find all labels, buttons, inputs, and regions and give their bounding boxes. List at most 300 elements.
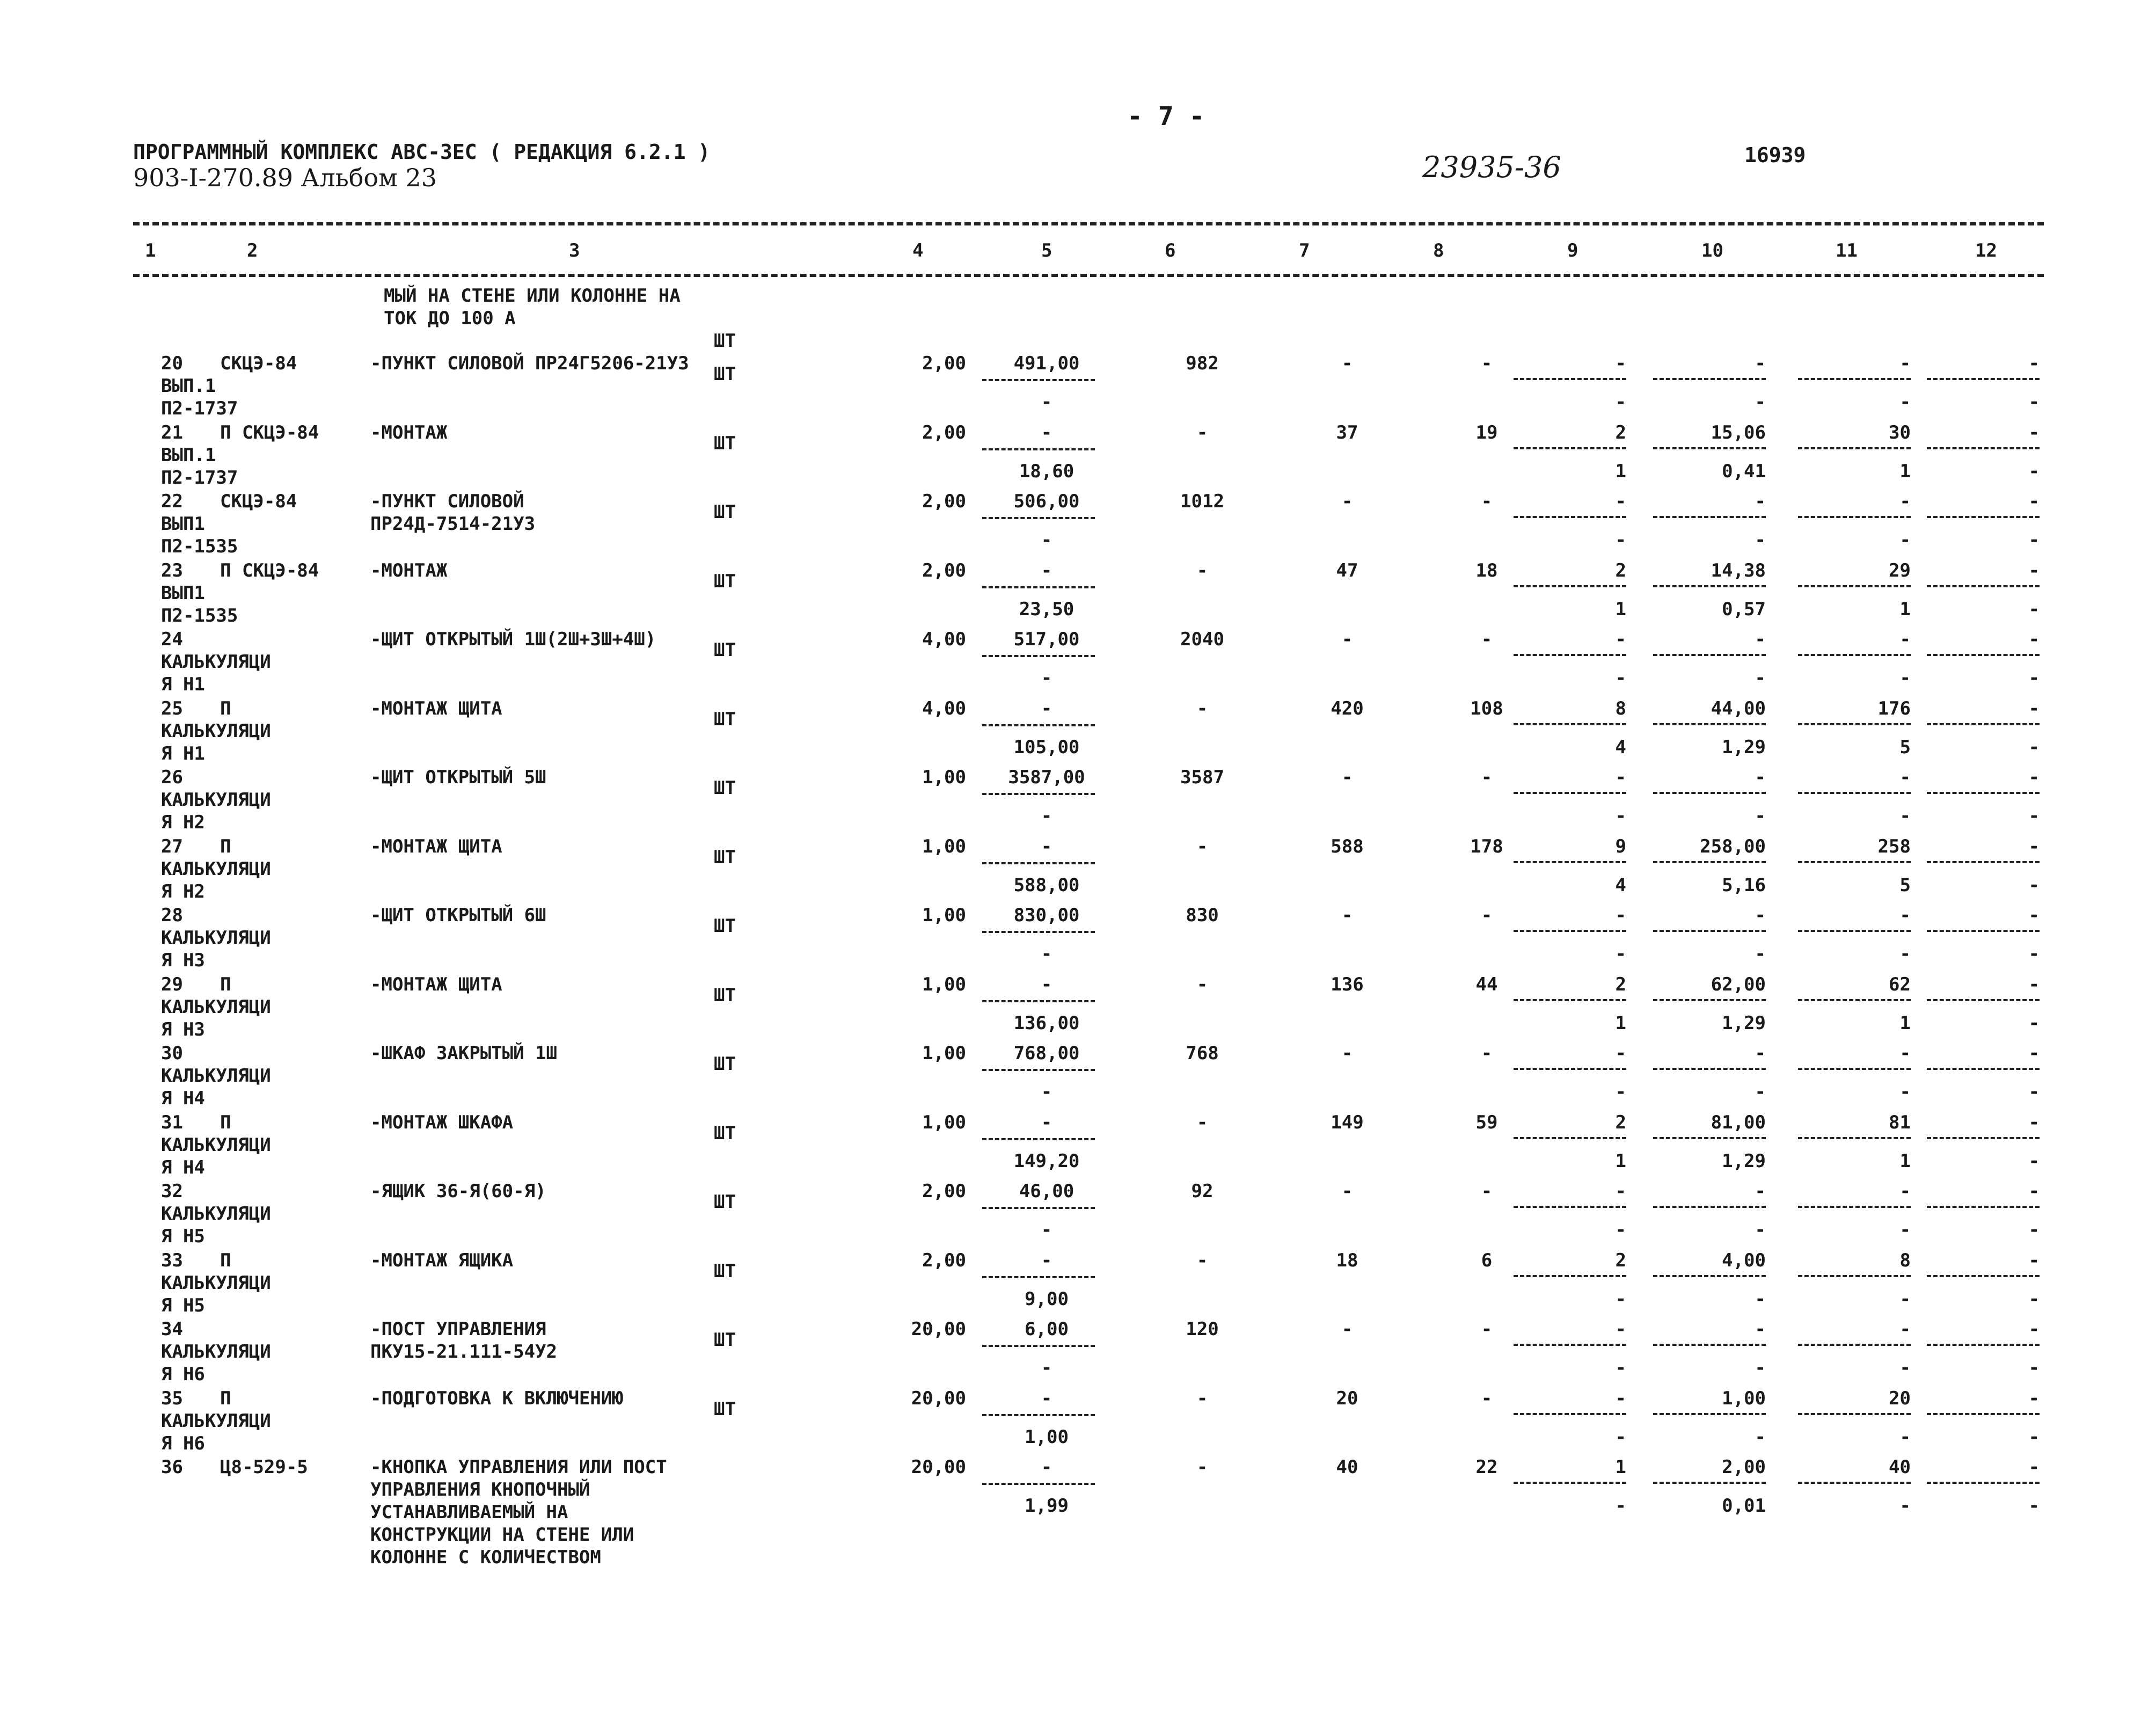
row-c9-divider [1514,378,1626,380]
row-c11-lower: - [1899,1495,1911,1517]
row-col5: 3587,00 [1008,767,1085,788]
row-col5-lower: - [1041,1357,1053,1379]
row-c11: - [1899,353,1911,374]
row-c9-divider [1514,999,1626,1001]
row-col6: - [1196,1111,1208,1133]
row-c9-divider [1514,1137,1626,1139]
row-code-line: ВЫП.1 [161,444,216,466]
row-col5-divider [982,931,1095,933]
row-c12: - [2028,1043,2040,1064]
row-c10-divider [1653,861,1766,863]
row-c12: - [2028,1111,2040,1133]
row-unit: ШТ [714,1122,736,1144]
row-code-line: П СКЦЭ-84 [220,421,319,443]
column-header-2: 2 [247,240,258,261]
header-rule-top [133,222,2044,225]
row-c9-divider [1514,516,1626,518]
row-c9-divider [1514,1413,1626,1415]
row-col5-lower: 588,00 [1013,874,1080,896]
row-c9-divider [1514,930,1626,932]
row-c9-lower: 1 [1615,598,1626,620]
row-name-line: УСТАНАВЛИВАЕМЫЙ НА [370,1502,568,1523]
row-c9-lower: - [1615,943,1626,965]
row-c10: 2,00 [1722,1456,1766,1478]
row-c11-divider [1798,1344,1911,1346]
row-col8: - [1481,905,1493,926]
row-c9-lower: - [1615,1495,1626,1517]
row-col8: - [1481,353,1493,374]
row-c11-divider [1798,378,1911,380]
row-c10-divider [1653,585,1766,587]
row-col5-divider [982,862,1095,864]
row-c10-lower: 5,16 [1722,874,1766,896]
row-c12-lower: - [2028,1219,2040,1241]
row-c12-divider [1927,654,2040,656]
row-c10: 44,00 [1711,697,1766,719]
row-name-line: -ЩИТ ОТКРЫТЫЙ 1Ш(2Ш+3Ш+4Ш) [370,629,656,650]
row-c10: - [1755,491,1766,512]
row-number: 26 [161,767,183,788]
row-c12-divider [1927,999,2040,1001]
row-code-line: П СКЦЭ-84 [220,559,319,581]
row-quantity: 2,00 [922,421,966,443]
handwritten-number: 23935-36 [1422,150,1561,184]
row-code-line: Я Н1 [161,742,205,764]
row-quantity: 1,00 [922,905,966,926]
row-c9-lower: 1 [1615,460,1626,482]
row-quantity: 1,00 [922,835,966,857]
row-code-line: П [220,1111,231,1133]
row-c9: - [1615,1318,1626,1340]
row-code-line: КАЛЬКУЛЯЦИ [161,927,271,949]
row-col5-divider [982,1000,1095,1002]
row-unit: ШТ [714,570,736,592]
row-c12-divider [1927,861,2040,863]
row-col8: - [1481,767,1493,788]
row-c9: 2 [1615,1249,1626,1271]
row-c10-lower: - [1755,805,1766,827]
row-c10: - [1755,1043,1766,1064]
row-name-line: -МОНТАЖ ЩИТА [370,973,502,995]
row-c12: - [2028,973,2040,995]
row-number: 22 [161,491,183,512]
row-c12-lower: - [2028,1495,2040,1517]
row-code-line: П [220,697,231,719]
row-c9-divider [1514,447,1626,449]
column-header-10: 10 [1701,240,1723,261]
row-c11-lower: - [1899,1357,1911,1379]
row-c11-lower: - [1899,1219,1911,1241]
row-col5-lower: 18,60 [1019,460,1075,482]
program-header: ПРОГРАММНЫЙ КОМПЛЕКС АВС-3ЕС ( РЕДАКЦИЯ 6.2.1 ) [133,140,711,164]
row-col6: 982 [1186,353,1219,374]
row-c9-lower: - [1615,1081,1626,1103]
row-c9-lower: - [1615,667,1626,689]
row-code-line: П2-1737 [161,467,238,489]
row-name-line: -МОНТАЖ ШКАФА [370,1111,514,1133]
row-col5-divider [982,724,1095,726]
row-c11: 20 [1889,1387,1911,1409]
row-col8: 59 [1475,1111,1498,1133]
row-col5-divider [982,1138,1095,1140]
row-c12-divider [1927,447,2040,449]
row-c9: 2 [1615,1111,1626,1133]
row-number: 28 [161,905,183,926]
row-col8: - [1481,1181,1493,1202]
row-c9: - [1615,1181,1626,1202]
row-c9-divider [1514,585,1626,587]
row-name-line: -ЯЩИК 36-Я(60-Я) [370,1181,546,1202]
row-c11-divider [1798,1413,1911,1415]
row-c12: - [2028,1387,2040,1409]
intro-line-2: ТОК ДО 100 А [384,308,516,329]
row-code-line: Я Н5 [161,1226,205,1247]
row-c10: 4,00 [1722,1249,1766,1271]
row-c11: 258 [1877,835,1911,857]
column-header-9: 9 [1567,240,1578,261]
row-c11-divider [1798,861,1911,863]
row-c12-divider [1927,1137,2040,1139]
row-unit: ШТ [714,984,736,1006]
row-col5: 506,00 [1013,491,1080,512]
row-c12-divider [1927,1068,2040,1070]
row-c11-lower: 1 [1899,460,1911,482]
row-col6: - [1196,1249,1208,1271]
row-c11-divider [1798,1206,1911,1208]
row-col5: - [1041,1111,1053,1133]
row-c9: 2 [1615,973,1626,995]
row-col7: 20 [1336,1387,1358,1409]
row-c10-lower: - [1755,1426,1766,1448]
row-code-line: ВЫП1 [161,582,205,604]
row-col6: 120 [1186,1318,1219,1340]
row-number: 21 [161,421,183,443]
row-code-line: Я Н4 [161,1088,205,1109]
row-c10-lower: 1,29 [1722,1150,1766,1172]
row-c12-lower: - [2028,1012,2040,1034]
row-col7: 37 [1336,421,1358,443]
row-col7: - [1341,1043,1353,1064]
row-col5: 46,00 [1019,1181,1075,1202]
row-c10-divider [1653,1137,1766,1139]
column-header-3: 3 [569,240,580,261]
row-code-line: Я Н2 [161,812,205,833]
row-col8: - [1481,629,1493,650]
row-c9: - [1615,629,1626,650]
row-c11-lower: - [1899,943,1911,965]
row-code-line: П2-1535 [161,604,238,626]
row-col7: - [1341,629,1353,650]
row-c11-divider [1798,585,1911,587]
row-c9: 2 [1615,421,1626,443]
row-unit: ШТ [714,1191,736,1213]
row-col8: - [1481,1318,1493,1340]
row-code-line: Я Н6 [161,1432,205,1454]
row-col5-divider [982,1483,1095,1485]
row-col5-divider [982,586,1095,588]
row-name-line: -МОНТАЖ [370,421,448,443]
row-col5-lower: - [1041,1081,1053,1103]
row-c11-divider [1798,792,1911,794]
row-c11-lower: 1 [1899,1012,1911,1034]
row-c9: - [1615,491,1626,512]
row-c12: - [2028,767,2040,788]
row-col6: 830 [1186,905,1219,926]
row-col5-divider [982,1069,1095,1071]
row-name-line: УПРАВЛЕНИЯ КНОПОЧНЫЙ [370,1479,590,1500]
row-name-line: -ПУНКТ СИЛОВОЙ [370,491,524,512]
row-code-line: П2-1535 [161,536,238,557]
row-name-line: -КНОПКА УПРАВЛЕНИЯ ИЛИ ПОСТ [370,1456,667,1478]
row-c9: 8 [1615,697,1626,719]
row-code-line: П2-1737 [161,398,238,419]
row-c10: 258,00 [1700,835,1766,857]
row-c10-divider [1653,1206,1766,1208]
row-c10-divider [1653,1413,1766,1415]
row-c9-lower: - [1615,529,1626,551]
row-c9: - [1615,1387,1626,1409]
row-unit: ШТ [714,846,736,868]
row-c12-lower: - [2028,460,2040,482]
row-c9-divider [1514,1482,1626,1484]
row-name-line: -ШКАФ ЗАКРЫТЫЙ 1Ш [370,1043,557,1064]
row-c11: 81 [1889,1111,1911,1133]
row-code-line: Я Н1 [161,674,205,695]
row-c9: - [1615,1043,1626,1064]
page-number: - 7 - [1127,101,1205,132]
row-col8: - [1481,1043,1493,1064]
row-c12: - [2028,1318,2040,1340]
row-unit: ШТ [714,363,736,385]
row-c11: - [1899,1043,1911,1064]
row-number: 32 [161,1181,183,1202]
row-name-line: -МОНТАЖ [370,559,448,581]
row-c9-lower: - [1615,1357,1626,1379]
row-c10: - [1755,767,1766,788]
row-c11: 62 [1889,973,1911,995]
row-col5-divider [982,793,1095,795]
row-number: 30 [161,1043,183,1064]
row-c11-lower: 5 [1899,736,1911,758]
row-number: 33 [161,1249,183,1271]
row-c10-lower: - [1755,943,1766,965]
row-c9: - [1615,767,1626,788]
row-c9-divider [1514,1344,1626,1346]
row-c12-lower: - [2028,529,2040,551]
row-c12-lower: - [2028,1288,2040,1310]
row-col7: - [1341,1181,1353,1202]
row-col5-lower: - [1041,391,1053,413]
column-header-12: 12 [1975,240,1997,261]
row-c12-lower: - [2028,736,2040,758]
row-col5-divider [982,517,1095,519]
row-c12: - [2028,421,2040,443]
row-col5: - [1041,835,1053,857]
row-col8: 18 [1475,559,1498,581]
row-col7: 149 [1331,1111,1364,1133]
row-code-line: КАЛЬКУЛЯЦИ [161,1272,271,1294]
row-c9-divider [1514,1206,1626,1208]
row-col5: - [1041,1387,1053,1409]
row-c11: 8 [1899,1249,1911,1271]
row-c10-divider [1653,930,1766,932]
row-c10-lower: - [1755,667,1766,689]
row-code-line: КАЛЬКУЛЯЦИ [161,1203,271,1225]
row-c10-lower: 1,29 [1722,736,1766,758]
row-quantity: 2,00 [922,353,966,374]
row-c9-divider [1514,723,1626,725]
row-code-line: Ц8-529-5 [220,1456,308,1478]
album-title: 903-I-270.89 Альбом 23 [133,163,437,192]
row-c11: - [1899,629,1911,650]
row-unit: ШТ [714,1398,736,1420]
row-c10-lower: - [1755,1357,1766,1379]
row-col7: 136 [1331,973,1364,995]
row-c10: - [1755,1318,1766,1340]
row-col6: 92 [1191,1181,1214,1202]
row-col5: - [1041,973,1053,995]
row-code-line: П [220,973,231,995]
row-unit: ШТ [714,777,736,799]
row-c12-lower: - [2028,1081,2040,1103]
row-col7: 420 [1331,697,1364,719]
row-col5-lower: 1,00 [1025,1426,1069,1448]
row-col5: - [1041,1456,1053,1478]
row-c10-divider [1653,1344,1766,1346]
row-unit: ШТ [714,1260,736,1282]
row-number: 23 [161,559,183,581]
row-code-line: КАЛЬКУЛЯЦИ [161,1065,271,1087]
row-col8: 108 [1470,697,1503,719]
row-c11: - [1899,905,1911,926]
row-col7: 47 [1336,559,1358,581]
row-unit: ШТ [714,708,736,730]
row-c12-lower: - [2028,1426,2040,1448]
row-c10-lower: 0,01 [1722,1495,1766,1517]
row-col5-lower: 9,00 [1025,1288,1069,1310]
row-c10-divider [1653,792,1766,794]
row-quantity: 2,00 [922,1249,966,1271]
row-name-line: ПР24Д-7514-21У3 [370,513,536,535]
row-c11: - [1899,1181,1911,1202]
row-c12-divider [1927,1206,2040,1208]
row-c11-divider [1798,1068,1911,1070]
row-c10-divider [1653,999,1766,1001]
row-c10-divider [1653,1482,1766,1484]
row-col5: - [1041,697,1053,719]
intro-line-1: МЫЙ НА СТЕНЕ ИЛИ КОЛОННЕ НА [384,285,681,307]
row-c11-divider [1798,1137,1911,1139]
row-c11: 40 [1889,1456,1911,1478]
row-c10-lower: - [1755,1288,1766,1310]
row-c12-lower: - [2028,667,2040,689]
row-c10-divider [1653,654,1766,656]
row-c11-lower: - [1899,391,1911,413]
row-col5-divider [982,1207,1095,1209]
row-c12-divider [1927,723,2040,725]
row-name-line: ПКУ15-21.111-54У2 [370,1341,557,1363]
row-name-line: -МОНТАЖ ЩИТА [370,835,502,857]
row-unit: ШТ [714,639,736,661]
row-c9-lower: 4 [1615,736,1626,758]
row-c12: - [2028,559,2040,581]
row-col5: - [1041,559,1053,581]
row-c9-lower: - [1615,1426,1626,1448]
row-col6: - [1196,1387,1208,1409]
row-c11-lower: 1 [1899,598,1911,620]
row-quantity: 4,00 [922,697,966,719]
row-c11-divider [1798,999,1911,1001]
row-c9-lower: - [1615,805,1626,827]
row-code-line: КАЛЬКУЛЯЦИ [161,858,271,880]
row-col5-lower: - [1041,943,1053,965]
row-c12-divider [1927,378,2040,380]
row-col8: - [1481,1387,1493,1409]
row-c11-lower: 1 [1899,1150,1911,1172]
row-col5-divider [982,1345,1095,1347]
row-c12-divider [1927,585,2040,587]
row-c10-lower: - [1755,529,1766,551]
row-code-line: П [220,835,231,857]
row-c10-divider [1653,378,1766,380]
row-col5-lower: 149,20 [1013,1150,1080,1172]
row-col5-lower: - [1041,529,1053,551]
row-col5: - [1041,421,1053,443]
row-c12-lower: - [2028,391,2040,413]
row-col6: - [1196,1456,1208,1478]
row-c9: - [1615,353,1626,374]
row-c11: - [1899,491,1911,512]
row-unit: ШТ [714,1053,736,1075]
row-c12-divider [1927,1344,2040,1346]
row-name-line: -ПОСТ УПРАВЛЕНИЯ [370,1318,546,1340]
row-col6: 2040 [1180,629,1224,650]
row-c10: - [1755,905,1766,926]
row-col5-divider [982,1276,1095,1278]
row-c11: - [1899,1318,1911,1340]
row-code-line: Я Н6 [161,1364,205,1385]
row-c10-divider [1653,1275,1766,1277]
row-col5-divider [982,655,1095,657]
row-c9-divider [1514,792,1626,794]
row-c11-lower: 5 [1899,874,1911,896]
row-name-line: КОЛОННЕ С КОЛИЧЕСТВОМ [370,1547,601,1568]
row-code-line: П [220,1249,231,1271]
row-c9: 1 [1615,1456,1626,1478]
row-c9-divider [1514,861,1626,863]
row-unit: ШТ [714,501,736,523]
row-c10-lower: - [1755,1081,1766,1103]
intro-unit: ШТ [714,330,736,352]
row-number: 27 [161,835,183,857]
column-header-1: 1 [145,240,156,261]
row-col5-divider [982,448,1095,450]
row-code-line: Я Н5 [161,1294,205,1316]
row-col5: 491,00 [1013,353,1080,374]
row-c12-lower: - [2028,598,2040,620]
row-col7: 40 [1336,1456,1358,1478]
row-c9-lower: - [1615,1219,1626,1241]
row-c10: 15,06 [1711,421,1766,443]
row-col8: 44 [1475,973,1498,995]
row-c10: - [1755,629,1766,650]
row-c11-lower: - [1899,1426,1911,1448]
row-number: 31 [161,1111,183,1133]
row-unit: ШТ [714,915,736,937]
row-col5-divider [982,1414,1095,1416]
row-c11-divider [1798,723,1911,725]
row-c9: 9 [1615,835,1626,857]
